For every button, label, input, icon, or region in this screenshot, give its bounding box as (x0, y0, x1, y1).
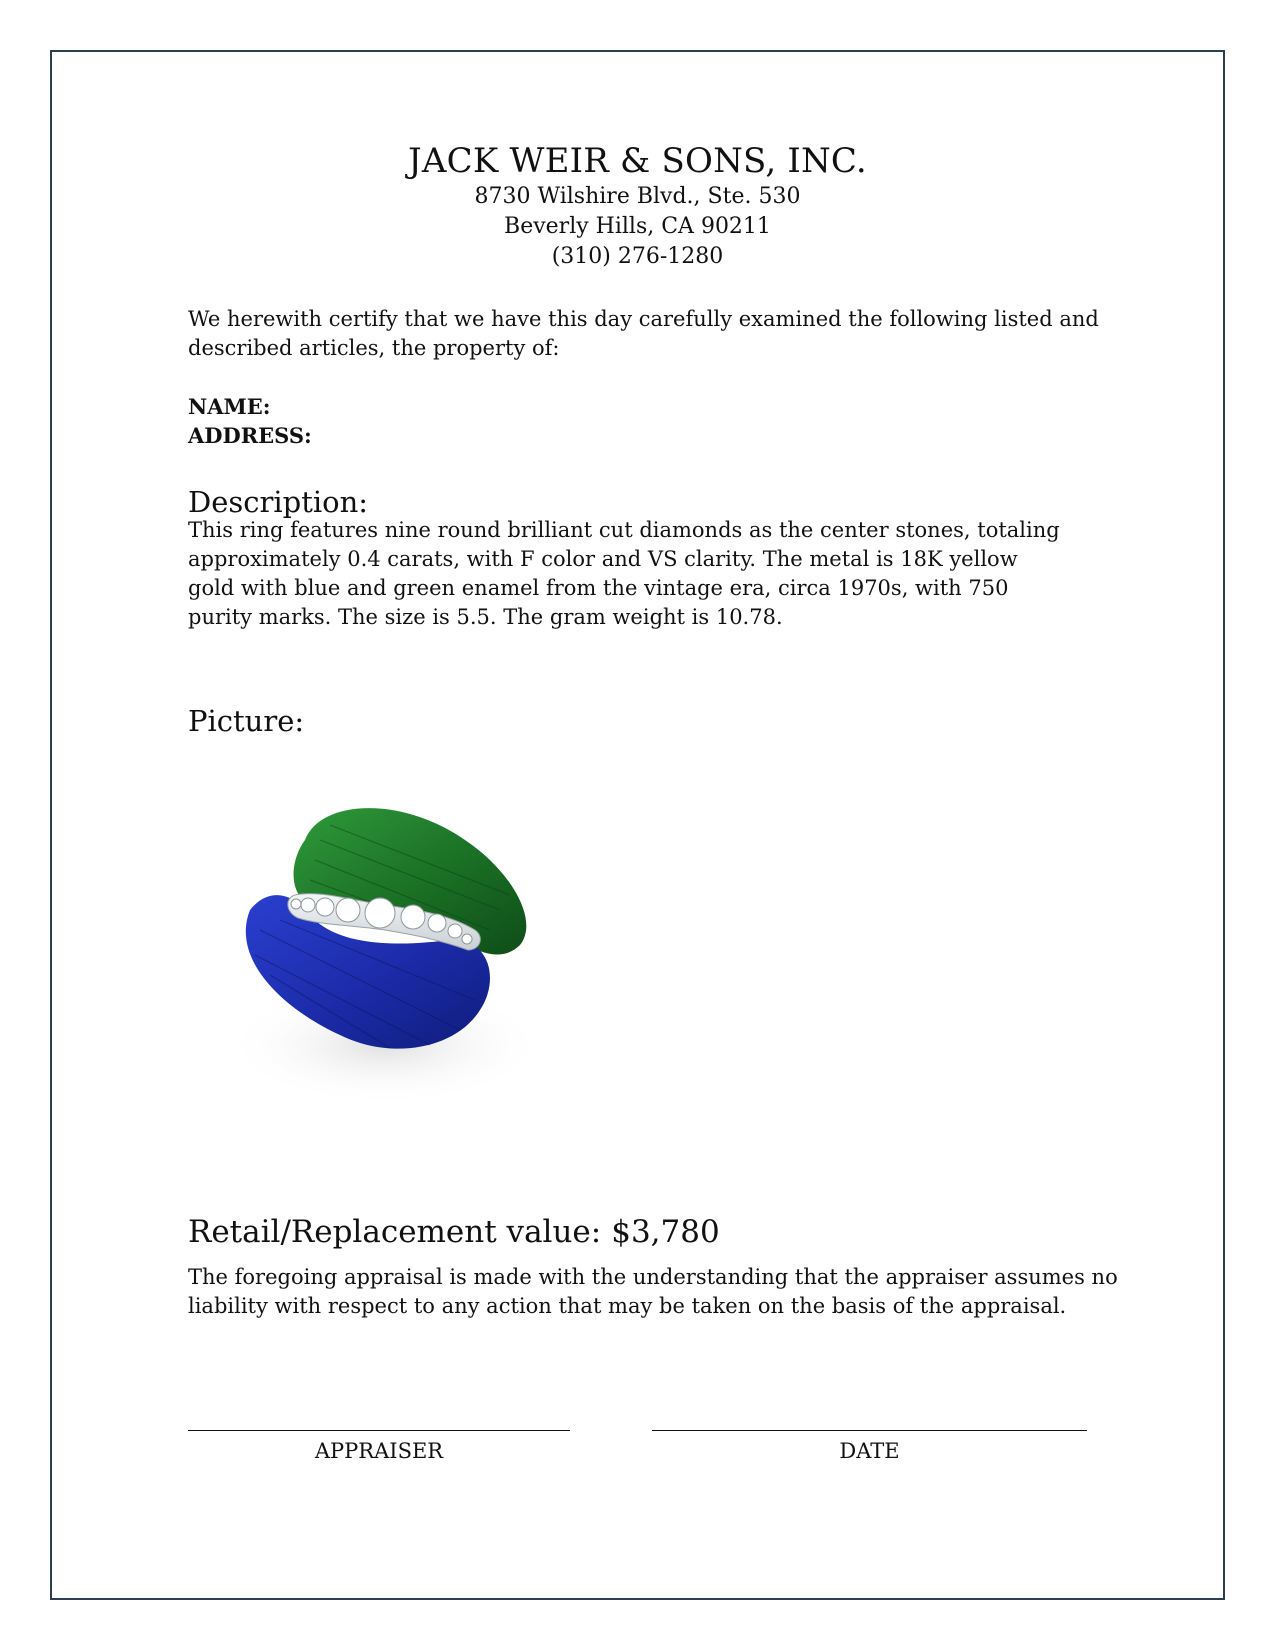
certification-text: We herewith certify that we have this day carefully examined the following listed and described articles, the property of: (188, 307, 1099, 360)
description-heading: Description: (188, 485, 369, 519)
retail-value-label: Retail/Replacement value: (188, 1214, 602, 1250)
company-address-line1: 8730 Wilshire Blvd., Ste. 530 (474, 184, 801, 209)
diamond-2 (316, 898, 334, 916)
diamond-4 (365, 898, 395, 928)
diamond-3 (336, 898, 360, 922)
diamond-6 (428, 914, 446, 932)
letterhead (0, 140, 1275, 272)
company-name: JACK WEIR & SONS, INC. (408, 141, 867, 181)
company-phone: (310) 276-1280 (551, 244, 724, 269)
diamond-8 (462, 934, 472, 944)
diamond-9 (291, 899, 301, 909)
address-label: ADDRESS: (188, 423, 312, 448)
date-label: DATE (839, 1439, 900, 1463)
retail-value-amount: $3,780 (611, 1214, 720, 1250)
diamond-7 (448, 924, 462, 938)
date-signature-line (652, 1430, 1087, 1431)
retail-value (188, 1212, 720, 1252)
ring-photo (210, 800, 600, 1130)
diamond-5 (401, 905, 425, 929)
appraiser-label: APPRAISER (314, 1439, 444, 1463)
picture-heading: Picture: (188, 704, 305, 738)
diamond-1 (301, 898, 315, 912)
appraiser-signature-line (188, 1430, 570, 1431)
disclaimer-text: The foregoing appraisal is made with the understanding that the appraiser assumes no liability with respect to any action that may be taken on the basis of the appraisal. (188, 1265, 1118, 1318)
company-address-line2: Beverly Hills, CA 90211 (504, 214, 771, 239)
name-label: NAME: (188, 394, 271, 419)
description-text: This ring features nine round brilliant cut diamonds as the center stones, totaling approximately 0.4 carats, with F color and VS clarity. The metal is 18K yellow gold with blue and green enamel from the vintage era, circa 1970s, with 750 purity marks. The size is 5.5. The gram weight is 10.78. (188, 518, 1060, 629)
